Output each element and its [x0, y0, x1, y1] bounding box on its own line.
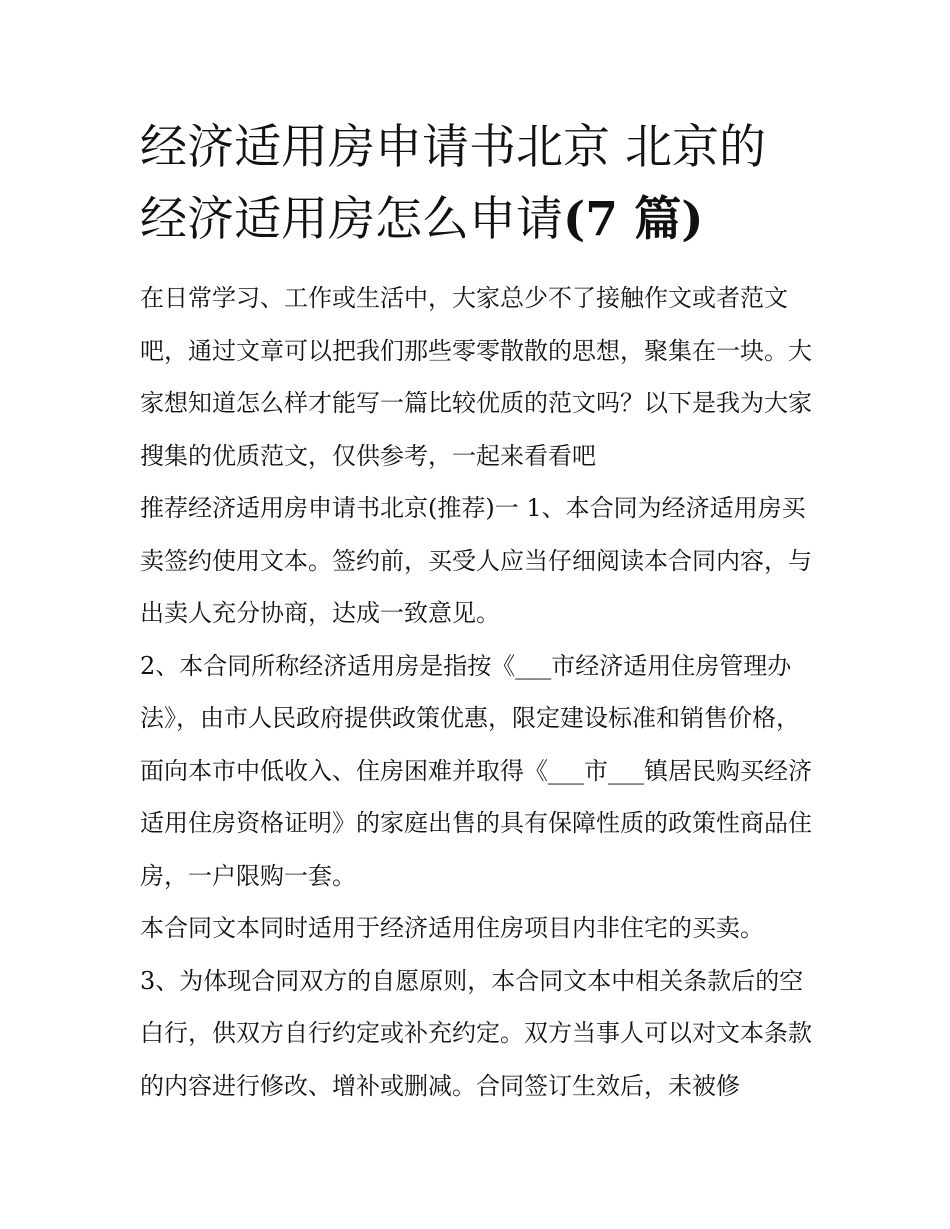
paragraph-intro: 在日常学习、工作或生活中，大家总少不了接触作文或者范文吧，通过文章可以把我们那些零零散散的思想，聚集在一块。大家想知道怎么样才能写一篇比较优质的范文吗？以下是我为大家搜集的优质范文，仅供参考，一起来看看吧	[140, 284, 812, 470]
paragraph-clause-3: 3、为体现合同双方的自愿原则，本合同文本中相关条款后的空白行，供双方自行约定或补充约定。双方当事人可以对文本条款的内容进行修改、增补或删减。合同签订生效后，未被修	[140, 966, 812, 1100]
document-title	[140, 112, 820, 256]
document-body	[140, 272, 820, 1112]
document-page	[140, 112, 820, 1112]
paragraph-clause-2: 2、本合同所称经济适用房是指按《___市经济适用住房管理办法》，由市人民政府提供政策优惠，限定建设标准和销售价格，面向本市中低收入、住房困难并取得《___市___镇居民购买经济适用住房资格证明》的家庭出售的具有保障性质的政策性商品住房，一户限购一套。	[140, 651, 812, 890]
paragraph-scope: 本合同文本同时适用于经济适用住房项目内非住宅的买卖。	[140, 914, 764, 942]
title-line-1: 经济适用房申请书北京 北京的	[140, 120, 766, 175]
title-line-2-count: (7 篇)	[563, 192, 704, 247]
paragraph-clause-1: 推荐经济适用房申请书北京(推荐)一 1、本合同为经济适用房买卖签约使用文本。签约前，买受人应当仔细阅读本合同内容，与出卖人充分协商，达成一致意见。	[140, 494, 812, 627]
title-line-2-prefix: 经济适用房怎么申请	[140, 192, 563, 247]
